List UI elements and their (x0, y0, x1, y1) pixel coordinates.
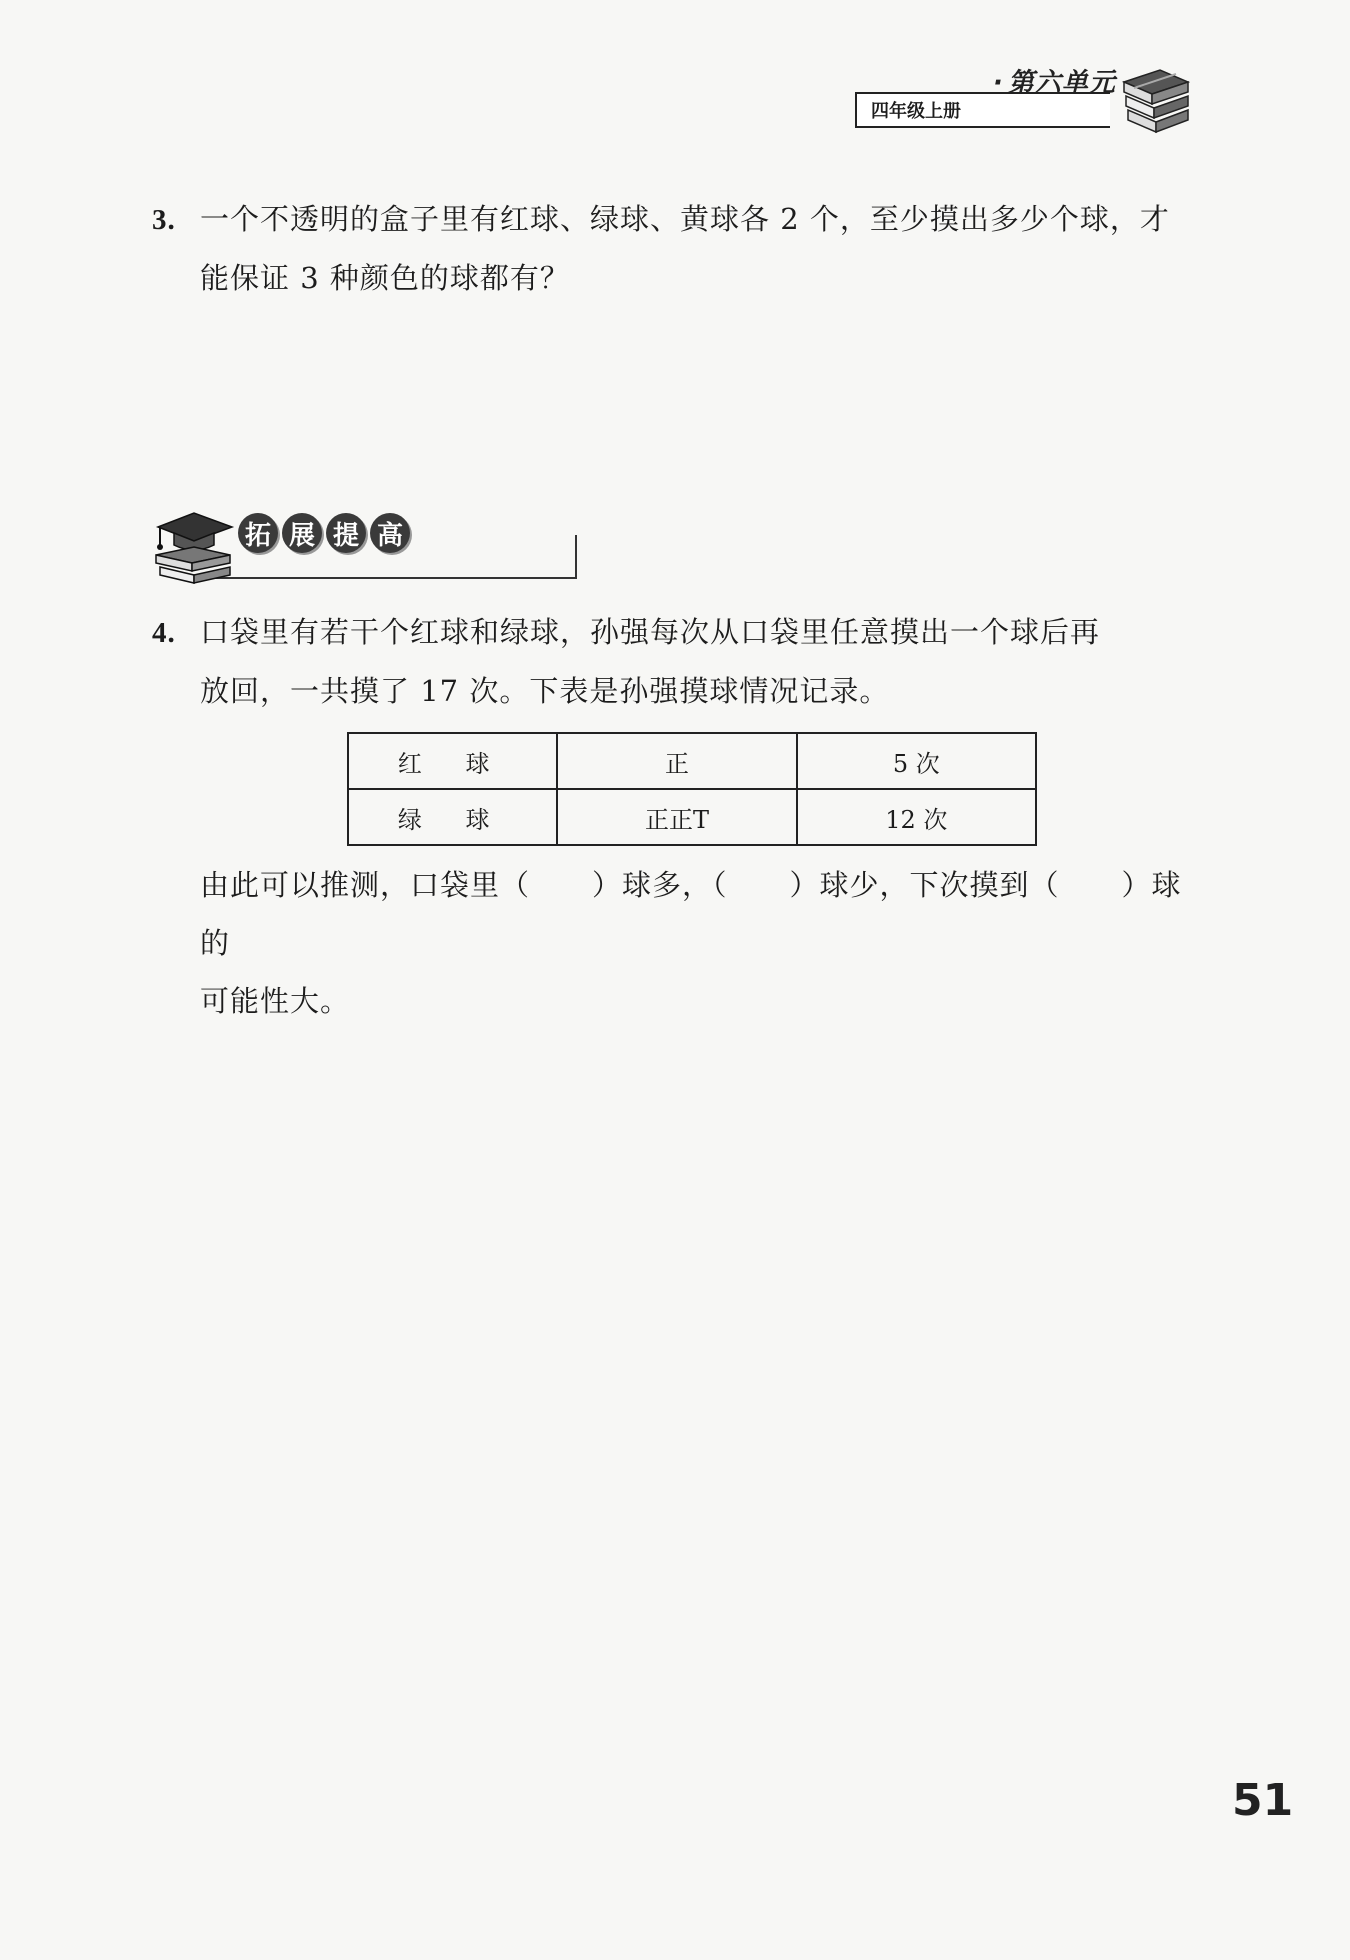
table-cell: 红 球 (348, 733, 557, 789)
unit-title-text: 第六单元 (1007, 68, 1116, 98)
answer-text: ）球多，（ (592, 868, 728, 902)
section-char: 高 (370, 513, 410, 553)
table-cell: 正正T (557, 789, 796, 845)
table-cell: 5 次 (797, 733, 1036, 789)
question-4-line-1 (152, 603, 1192, 662)
section-char: 提 (326, 513, 366, 553)
table-cell: 正 (557, 733, 796, 789)
question-3-line-2: 能保证 3 种颜色的球都有？ (200, 261, 570, 295)
section-char: 展 (282, 513, 322, 553)
graduation-cap-books-icon (150, 505, 240, 585)
question-3-line-1 (152, 190, 1192, 249)
question-number: 3. (152, 204, 176, 236)
question-3 (152, 190, 1192, 307)
answer-text: ）球少，下次摸到（ (789, 868, 1060, 902)
table-row (348, 733, 1036, 789)
question-4 (152, 603, 1192, 720)
section-char: 拓 (238, 513, 278, 553)
answer-text: 由此可以推测，口袋里（ (200, 868, 531, 902)
answer-text: ）球的 (200, 868, 1182, 960)
books-stack-icon (1120, 62, 1192, 134)
table-row (348, 789, 1036, 845)
question-4-answer (152, 856, 1192, 1030)
table-cell: 绿 球 (348, 789, 557, 845)
table-cell: 12 次 (797, 789, 1036, 845)
grade-label: 四年级上册 (855, 92, 1110, 128)
tally-table (347, 732, 1037, 846)
question-text: 一个不透明的盒子里有红球、绿球、黄球各 2 个，至少摸出多少个球，才 (200, 202, 1170, 236)
section-banner (150, 505, 430, 585)
question-text: 口袋里有若干个红球和绿球，孙强每次从口袋里任意摸出一个球后再 (200, 615, 1101, 649)
answer-line-1 (152, 856, 1192, 972)
page-number: 51 (1232, 1775, 1294, 1826)
unit-title (993, 62, 1116, 99)
answer-line-2: 可能性大。 (200, 984, 351, 1018)
question-number: 4. (152, 617, 176, 649)
bullet-dot: · (993, 68, 1004, 98)
section-title (238, 513, 410, 553)
question-4-line-2: 放回，一共摸了 17 次。下表是孙强摸球情况记录。 (200, 674, 890, 708)
page-header (855, 62, 1185, 142)
